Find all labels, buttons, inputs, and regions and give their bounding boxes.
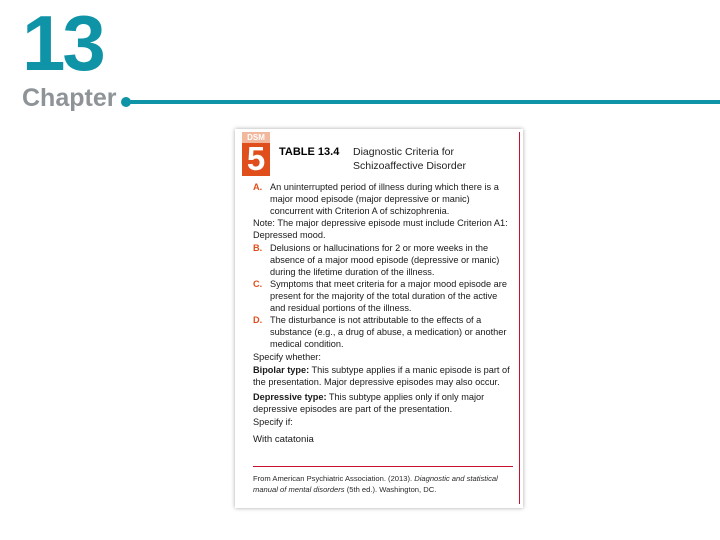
table-title-line1: Diagnostic Criteria for <box>353 146 454 158</box>
dsm5-badge <box>242 132 270 176</box>
chapter-number: 13 <box>22 0 103 87</box>
with-catatonia: With catatonia <box>253 434 314 446</box>
criterion-letter: A. <box>253 182 263 192</box>
criterion-text: An uninterrupted period of illness during which there is a major mood episode (major depressive or manic) concurrent with Criterion A of schizophrenia. <box>270 182 499 216</box>
source-reference <box>253 473 515 495</box>
depressive-type-label: Depressive type: <box>253 392 327 403</box>
criterion-letter: D. <box>253 315 263 326</box>
criterion-letter: C. <box>253 279 263 290</box>
criteria-body <box>253 182 513 446</box>
criterion-text: Delusions or hallucinations for 2 or more weeks in the absence of a major mood episode (depressive or manic) during the lifetime duration of the illness. <box>270 243 500 277</box>
reference-divider <box>253 466 513 467</box>
bipolar-type-text: This subtype applies if a manic episode is part of the presentation. Major depressive episodes may also occur. <box>253 364 510 387</box>
dsm-table-card <box>235 129 523 508</box>
reference-title: Diagnostic and statistical manual of mental disorders <box>253 474 498 494</box>
table-title-line2: Schizoaffective Disorder <box>353 160 467 172</box>
specify-if: Specify if: <box>253 417 293 428</box>
depressive-type-text: This subtype applies only if only major depressive episodes are part of the presentation. <box>253 392 485 415</box>
criterion-text: The disturbance is not attributable to the effects of a substance (e.g., a drug of abuse, a medication) or another medical condition. <box>270 315 507 350</box>
table-title <box>353 145 466 173</box>
bipolar-type-label: Bipolar type: <box>253 364 310 375</box>
criterion-b <box>253 243 513 279</box>
criterion-note: Note: The major depressive episode must include Criterion A1: Depressed mood. <box>253 218 508 241</box>
dsm-badge-label: DSM <box>242 132 270 143</box>
criterion-d <box>253 315 513 351</box>
criterion-text: Symptoms that meet criteria for a major mood episode are present for the majority of the total duration of the active and residual portions of the illness. <box>270 279 507 314</box>
table-label: TABLE 13.4 <box>279 146 340 158</box>
bipolar-type <box>253 365 513 389</box>
criterion-c <box>253 279 513 315</box>
dsm-badge-number: 5 <box>246 140 266 177</box>
criterion-a <box>253 182 513 218</box>
specify-whether: Specify whether: <box>253 351 321 362</box>
header-rule-line <box>129 100 720 104</box>
reference-prefix: From American Psychiatric Association. (2013). <box>253 474 415 483</box>
reference-suffix: (5th ed.). Washington, DC. <box>344 485 437 494</box>
card-edge-rule <box>519 132 520 504</box>
chapter-label: Chapter <box>22 84 117 112</box>
depressive-type <box>253 392 513 416</box>
criterion-letter: B. <box>253 243 263 254</box>
